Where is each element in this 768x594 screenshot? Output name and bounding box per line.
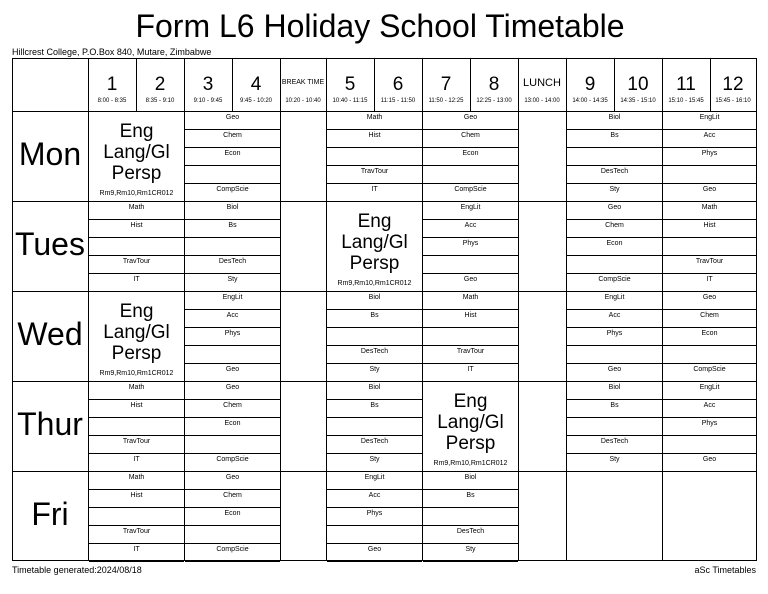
subject-name: Chem — [700, 312, 719, 319]
eng-lang-block[interactable] — [89, 121, 184, 200]
day-label-tues: Tues — [15, 226, 85, 262]
lesson-cell[interactable] — [423, 202, 518, 220]
subject-name: Phys — [366, 510, 383, 517]
lesson-cell[interactable] — [327, 346, 422, 364]
subject-name: CompScie — [216, 186, 249, 193]
subject-name: Econ — [224, 420, 241, 427]
eng-lang-block[interactable] — [423, 391, 518, 470]
subject-name: Geo — [463, 276, 478, 283]
lesson-cell[interactable] — [663, 238, 756, 256]
lesson-cell[interactable] — [185, 382, 280, 400]
subject-name: Bs — [466, 492, 475, 499]
subject-name: Biol — [368, 294, 381, 301]
subject-name: Geo — [702, 456, 717, 463]
subject-name: DesTech — [456, 528, 485, 535]
period-time: 10:40 - 11:15 — [332, 98, 368, 104]
subject-name: Acc — [703, 402, 716, 409]
subject-name: TravTour — [122, 438, 151, 445]
day-label-fri: Fri — [31, 496, 69, 532]
lesson-cell[interactable] — [567, 310, 662, 328]
period-time: 13:00 - 14:00 — [524, 98, 560, 104]
subject-name: TravTour — [122, 528, 151, 535]
period-time: 10:20 - 10:40 — [285, 98, 321, 104]
eng-block-line: Lang/Gl — [341, 232, 408, 253]
lesson-cell[interactable] — [327, 436, 422, 454]
subject-name: Biol — [368, 384, 381, 391]
period-time: 9:10 - 9:45 — [193, 98, 223, 104]
day-label-mon: Mon — [18, 136, 82, 172]
lesson-cell[interactable] — [423, 292, 518, 310]
period-number-8: 8 — [488, 74, 500, 95]
subject-name: TravTour — [360, 168, 389, 175]
period-number-12: 12 — [722, 74, 744, 95]
subject-name: EngLit — [222, 294, 243, 301]
subject-name: Biol — [226, 204, 239, 211]
subject-name: Econ — [606, 240, 623, 247]
subject-name: CompScie — [598, 276, 631, 283]
period-time: 8:35 - 9:10 — [145, 98, 175, 104]
lesson-cell[interactable] — [327, 166, 422, 184]
lesson-cell[interactable] — [327, 544, 422, 562]
period-number-9: 9 — [584, 74, 596, 95]
lesson-cell[interactable] — [185, 130, 280, 148]
lesson-cell[interactable] — [423, 364, 518, 382]
period-number-3: 3 — [202, 74, 214, 95]
subject-name: Geo — [225, 474, 240, 481]
lesson-cell[interactable] — [423, 274, 518, 292]
subject-name: EngLit — [364, 474, 385, 481]
subject-name: Hist — [130, 492, 143, 499]
period-time: 12:25 - 13:00 — [476, 98, 512, 104]
eng-lang-block[interactable] — [327, 211, 422, 290]
lesson-cell[interactable] — [663, 202, 756, 220]
subject-name: Sty — [609, 186, 620, 193]
lesson-cell[interactable] — [663, 346, 756, 364]
lesson-cell[interactable] — [89, 220, 184, 238]
lesson-cell[interactable] — [663, 418, 756, 436]
lesson-cell[interactable] — [185, 112, 280, 130]
lesson-cell[interactable] — [423, 346, 518, 364]
subject-name: Geo — [607, 366, 622, 373]
lesson-cell[interactable] — [423, 256, 518, 274]
lesson-cell[interactable] — [185, 364, 280, 382]
subject-name: Econ — [224, 510, 241, 517]
subject-name: DesTech — [360, 348, 389, 355]
lesson-cell[interactable] — [567, 418, 662, 436]
subject-name: Chem — [223, 492, 242, 499]
subject-name: EngLit — [604, 294, 625, 301]
lesson-cell[interactable] — [567, 184, 662, 202]
software-credit: aSc Timetables — [694, 565, 756, 575]
lesson-cell[interactable] — [185, 292, 280, 310]
subject-name: CompScie — [216, 546, 249, 553]
period-number-11: 11 — [676, 74, 696, 95]
lesson-cell[interactable] — [89, 508, 184, 526]
subject-name: Sty — [369, 456, 380, 463]
subject-name: CompScie — [216, 456, 249, 463]
subject-name: Math — [366, 114, 383, 121]
subject-name: IT — [706, 276, 713, 283]
subject-name: CompScie — [454, 186, 487, 193]
subject-name: Biol — [608, 384, 621, 391]
subject-name: DesTech — [600, 438, 629, 445]
eng-block-rooms: Rm9,Rm10,Rm1CR012 — [337, 280, 412, 287]
subject-name: Math — [701, 204, 718, 211]
period-number-5: 5 — [344, 74, 356, 95]
period-time: 8:00 - 8:35 — [97, 98, 127, 104]
period-number-1: 1 — [106, 74, 118, 95]
period-number-6: 6 — [392, 74, 404, 95]
lesson-cell[interactable] — [327, 292, 422, 310]
subject-name: Phys — [606, 330, 623, 337]
lesson-cell[interactable] — [663, 328, 756, 346]
lesson-cell[interactable] — [567, 436, 662, 454]
lesson-cell[interactable] — [327, 454, 422, 472]
lesson-cell[interactable] — [185, 256, 280, 274]
lesson-cell[interactable] — [89, 436, 184, 454]
lesson-cell[interactable] — [89, 418, 184, 436]
lesson-cell[interactable] — [185, 436, 280, 454]
subject-name: Acc — [464, 222, 477, 229]
lesson-cell[interactable] — [663, 436, 756, 454]
lesson-cell[interactable] — [663, 256, 756, 274]
subject-name: IT — [133, 456, 140, 463]
timetable-grid — [12, 58, 756, 564]
eng-block-line: Persp — [445, 433, 496, 454]
subject-name: CompScie — [693, 366, 726, 373]
subject-name: Math — [128, 474, 145, 481]
lesson-cell[interactable] — [327, 472, 422, 490]
column-divider — [756, 58, 757, 561]
lesson-cell[interactable] — [663, 184, 756, 202]
subject-name: Econ — [462, 150, 479, 157]
eng-block-line: Persp — [349, 253, 400, 274]
lesson-cell[interactable] — [89, 526, 184, 544]
subject-name: Bs — [370, 312, 379, 319]
lesson-cell[interactable] — [185, 346, 280, 364]
day-label-thur: Thur — [17, 406, 83, 442]
lesson-cell[interactable] — [185, 418, 280, 436]
period-time: 11:50 - 12:25 — [428, 98, 464, 104]
subject-name: DesTech — [360, 438, 389, 445]
period-time: 15:10 - 15:45 — [668, 98, 704, 104]
lesson-cell[interactable] — [89, 472, 184, 490]
subject-name: Phys — [462, 240, 479, 247]
lesson-cell[interactable] — [185, 490, 280, 508]
lesson-cell[interactable] — [423, 526, 518, 544]
lesson-cell[interactable] — [89, 454, 184, 472]
period-time: 14:00 - 14:35 — [572, 98, 608, 104]
lesson-cell[interactable] — [663, 292, 756, 310]
subject-name: Bs — [228, 222, 237, 229]
eng-block-line: Lang/Gl — [437, 412, 504, 433]
subject-name: Hist — [703, 222, 716, 229]
lesson-cell[interactable] — [327, 526, 422, 544]
lesson-cell[interactable] — [567, 220, 662, 238]
subject-name: Hist — [464, 312, 477, 319]
eng-block-line: Lang/Gl — [103, 322, 170, 343]
subject-name: Biol — [464, 474, 477, 481]
lesson-cell[interactable] — [327, 184, 422, 202]
eng-lang-block[interactable] — [89, 301, 184, 380]
column-divider — [280, 58, 281, 561]
lesson-cell[interactable] — [185, 526, 280, 544]
lesson-cell[interactable] — [567, 238, 662, 256]
lesson-cell[interactable] — [423, 472, 518, 490]
period-time: 14:35 - 15:10 — [620, 98, 656, 104]
subject-name: DesTech — [218, 258, 247, 265]
lesson-cell[interactable] — [423, 490, 518, 508]
lesson-cell[interactable] — [185, 184, 280, 202]
subject-name: Sty — [369, 366, 380, 373]
lesson-cell[interactable] — [567, 112, 662, 130]
lesson-cell[interactable] — [327, 148, 422, 166]
period-number-2: 2 — [154, 74, 166, 95]
subject-name: Chem — [223, 402, 242, 409]
subject-name: Math — [128, 384, 145, 391]
lesson-cell[interactable] — [185, 166, 280, 184]
subject-name: Hist — [130, 222, 143, 229]
subject-name: Geo — [463, 114, 478, 121]
subject-name: TravTour — [695, 258, 724, 265]
period-time: 15:45 - 16:10 — [715, 98, 751, 104]
subject-name: Math — [128, 204, 145, 211]
lesson-cell[interactable] — [423, 130, 518, 148]
day-label-wed: Wed — [17, 316, 83, 352]
lesson-cell[interactable] — [567, 202, 662, 220]
subject-name: Geo — [225, 114, 240, 121]
subject-name: Econ — [224, 150, 241, 157]
lesson-cell[interactable] — [89, 490, 184, 508]
subject-name: Phys — [701, 150, 718, 157]
lesson-cell[interactable] — [423, 166, 518, 184]
period-time: 9:45 - 10:20 — [239, 98, 273, 104]
eng-block-line: Eng — [119, 301, 154, 322]
period-label-lunch: LUNCH — [523, 77, 561, 89]
period-time: 11:15 - 11:50 — [380, 98, 416, 104]
subject-name: IT — [467, 366, 474, 373]
subject-name: Bs — [610, 402, 619, 409]
subject-name: Geo — [702, 294, 717, 301]
subject-name: Acc — [368, 492, 381, 499]
eng-block-line: Eng — [119, 121, 154, 142]
subject-name: Phys — [701, 420, 718, 427]
lesson-cell[interactable] — [327, 490, 422, 508]
lesson-cell[interactable] — [89, 400, 184, 418]
generated-date: Timetable generated:2024/08/18 — [12, 565, 142, 575]
lesson-cell[interactable] — [663, 310, 756, 328]
lesson-cell[interactable] — [423, 184, 518, 202]
lesson-cell[interactable] — [423, 112, 518, 130]
lesson-cell[interactable] — [663, 166, 756, 184]
lesson-cell[interactable] — [185, 508, 280, 526]
lesson-cell[interactable] — [567, 130, 662, 148]
lesson-cell[interactable] — [663, 364, 756, 382]
lesson-cell[interactable] — [567, 292, 662, 310]
subject-name: Sty — [227, 276, 238, 283]
subject-name: Bs — [370, 402, 379, 409]
period-number-4: 4 — [250, 74, 262, 95]
subject-name: Acc — [608, 312, 621, 319]
lesson-cell[interactable] — [327, 310, 422, 328]
lesson-cell[interactable] — [663, 112, 756, 130]
subject-name: Chem — [605, 222, 624, 229]
lesson-cell[interactable] — [567, 328, 662, 346]
subject-name: IT — [133, 546, 140, 553]
lesson-cell[interactable] — [89, 202, 184, 220]
subject-name: IT — [371, 186, 378, 193]
lesson-cell[interactable] — [185, 328, 280, 346]
page-title: Form L6 Holiday School Timetable — [135, 8, 625, 44]
lesson-cell[interactable] — [327, 400, 422, 418]
subject-name: Math — [462, 294, 479, 301]
lesson-cell[interactable] — [185, 400, 280, 418]
period-number-10: 10 — [627, 74, 649, 95]
subject-name: Acc — [703, 132, 716, 139]
subject-name: Sty — [609, 456, 620, 463]
column-divider — [518, 58, 519, 561]
eng-block-line: Lang/Gl — [103, 142, 170, 163]
lesson-cell[interactable] — [663, 130, 756, 148]
lesson-cell[interactable] — [663, 454, 756, 472]
period-label-break-time: BREAK TIME — [281, 79, 325, 86]
lesson-cell[interactable] — [567, 382, 662, 400]
subject-name: Chem — [223, 132, 242, 139]
subject-name: Geo — [702, 186, 717, 193]
lesson-cell[interactable] — [327, 130, 422, 148]
lesson-cell[interactable] — [327, 508, 422, 526]
lesson-cell[interactable] — [185, 220, 280, 238]
lesson-cell[interactable] — [327, 418, 422, 436]
lesson-cell[interactable] — [663, 274, 756, 292]
lesson-cell[interactable] — [89, 382, 184, 400]
subject-name: Hist — [130, 402, 143, 409]
subject-name: Geo — [225, 384, 240, 391]
lesson-cell[interactable] — [185, 202, 280, 220]
subject-name: Hist — [368, 132, 381, 139]
lesson-cell[interactable] — [423, 310, 518, 328]
school-address: Hillcrest College, P.O.Box 840, Mutare, Zimbabwe — [12, 47, 212, 57]
lesson-cell[interactable] — [663, 148, 756, 166]
lesson-cell[interactable] — [423, 328, 518, 346]
subject-name: TravTour — [456, 348, 485, 355]
lesson-cell[interactable] — [185, 454, 280, 472]
subject-name: Acc — [226, 312, 239, 319]
eng-block-line: Persp — [111, 343, 162, 364]
lesson-cell[interactable] — [185, 544, 280, 562]
subject-name: TravTour — [122, 258, 151, 265]
lesson-cell[interactable] — [89, 256, 184, 274]
lesson-cell[interactable] — [89, 544, 184, 562]
lesson-cell[interactable] — [567, 256, 662, 274]
subject-name: IT — [133, 276, 140, 283]
subject-name: EngLit — [699, 384, 720, 391]
lesson-cell[interactable] — [423, 220, 518, 238]
lesson-cell[interactable] — [185, 148, 280, 166]
subject-name: DesTech — [600, 168, 629, 175]
subject-name: Phys — [224, 330, 241, 337]
lesson-cell[interactable] — [567, 400, 662, 418]
lesson-cell[interactable] — [327, 112, 422, 130]
eng-block-line: Eng — [357, 211, 392, 232]
lesson-cell[interactable] — [423, 544, 518, 562]
subject-name: Geo — [607, 204, 622, 211]
lesson-cell[interactable] — [567, 364, 662, 382]
column-divider — [12, 58, 13, 561]
lesson-cell[interactable] — [663, 400, 756, 418]
lesson-cell[interactable] — [89, 274, 184, 292]
eng-block-rooms: Rm9,Rm10,Rm1CR012 — [99, 190, 174, 197]
period-number-7: 7 — [440, 74, 452, 95]
lesson-cell[interactable] — [567, 148, 662, 166]
eng-block-rooms: Rm9,Rm10,Rm1CR012 — [433, 460, 508, 467]
subject-name: EngLit — [460, 204, 481, 211]
lesson-cell[interactable] — [567, 346, 662, 364]
lesson-cell[interactable] — [327, 382, 422, 400]
subject-name: Geo — [225, 366, 240, 373]
eng-block-line: Persp — [111, 163, 162, 184]
lesson-cell[interactable] — [327, 328, 422, 346]
lesson-cell[interactable] — [423, 508, 518, 526]
lesson-cell[interactable] — [185, 472, 280, 490]
lesson-cell[interactable] — [567, 274, 662, 292]
lesson-cell[interactable] — [185, 274, 280, 292]
lesson-cell[interactable] — [89, 238, 184, 256]
lesson-cell[interactable] — [663, 220, 756, 238]
grid-top-border — [12, 58, 756, 59]
subject-name: Econ — [701, 330, 718, 337]
lesson-cell[interactable] — [327, 364, 422, 382]
subject-name: Bs — [610, 132, 619, 139]
lesson-cell[interactable] — [423, 238, 518, 256]
subject-name: Sty — [465, 546, 476, 553]
eng-block-rooms: Rm9,Rm10,Rm1CR012 — [99, 370, 174, 377]
lesson-cell[interactable] — [567, 454, 662, 472]
subject-name: Chem — [461, 132, 480, 139]
subject-name: Geo — [367, 546, 382, 553]
lesson-cell[interactable] — [663, 382, 756, 400]
lesson-cell[interactable] — [185, 238, 280, 256]
lesson-cell[interactable] — [567, 166, 662, 184]
eng-block-line: Eng — [453, 391, 488, 412]
lesson-cell[interactable] — [185, 310, 280, 328]
lesson-cell[interactable] — [423, 148, 518, 166]
subject-name: Biol — [608, 114, 621, 121]
subject-name: EngLit — [699, 114, 720, 121]
